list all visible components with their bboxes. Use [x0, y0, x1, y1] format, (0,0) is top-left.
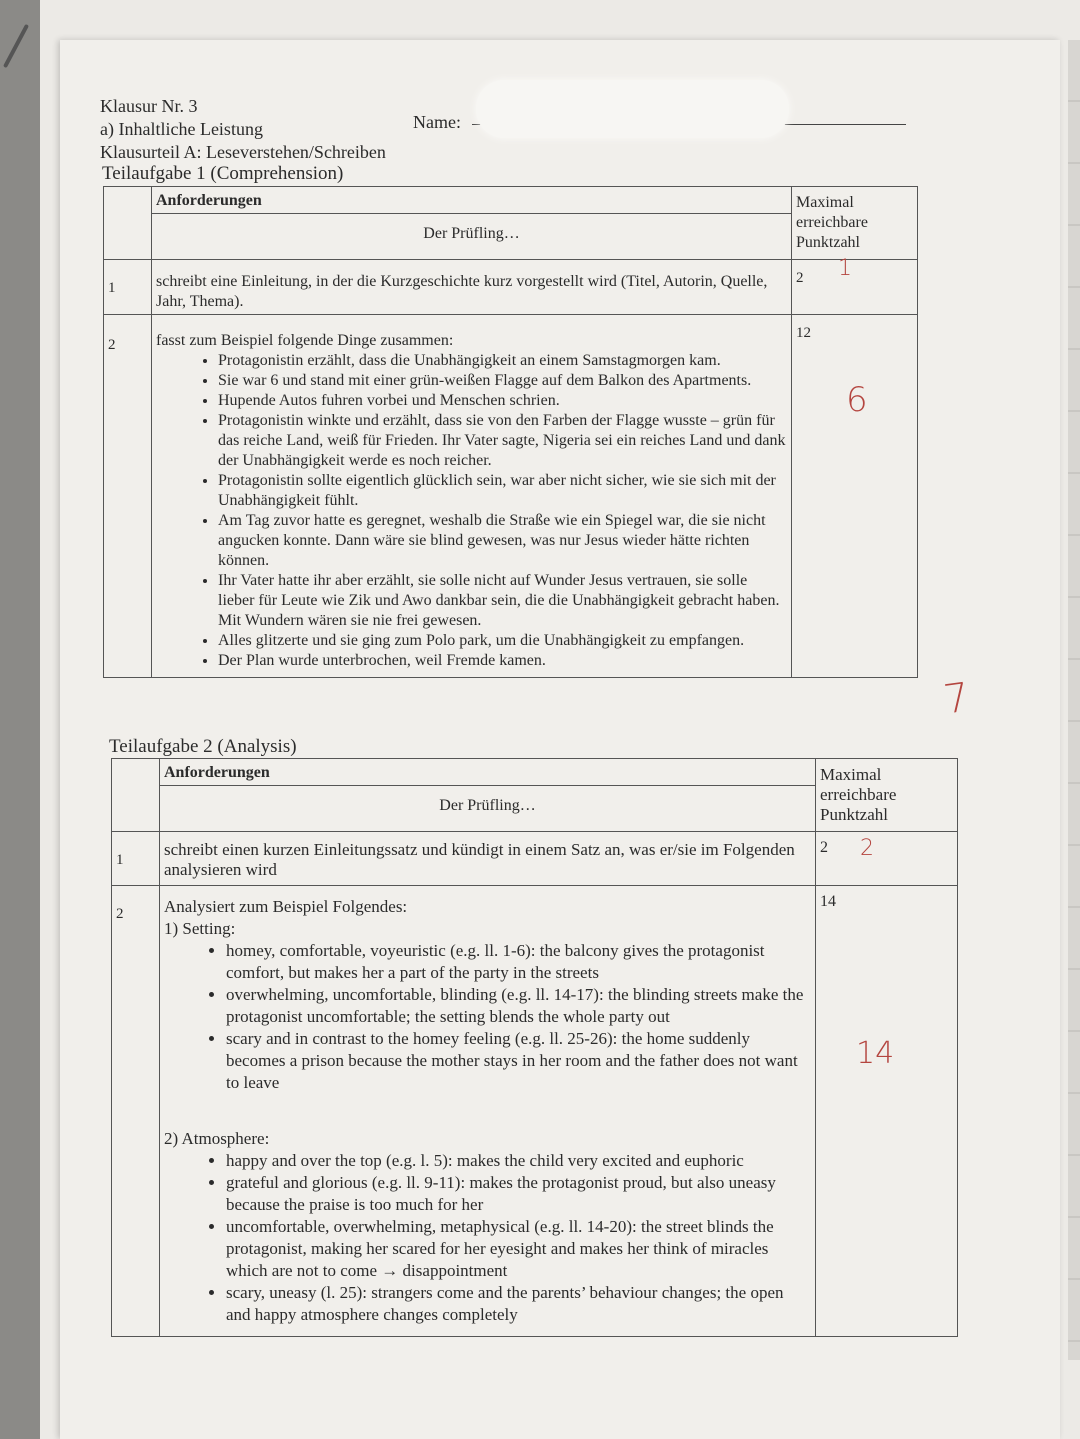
- stacked-page-edges: [1068, 40, 1080, 1360]
- table-row: [112, 886, 958, 1337]
- header-empty-cell: [104, 187, 152, 260]
- candidate-label: Der Prüfling…: [423, 225, 520, 242]
- candidate-label: Der Prüfling…: [439, 797, 536, 814]
- row-intro: Analysiert zum Beispiel Folgendes:: [164, 897, 408, 916]
- max-points-header: Maximal erreichbare Punktzahl: [816, 759, 958, 832]
- row-text: schreibt eine Einleitung, in der die Kurzgeschichte kurz vorgestellt wird (Titel, Autorin, Quelle, Jahr, Thema).: [152, 260, 792, 315]
- handwritten-score: 6: [846, 380, 868, 420]
- exam-number: Klausur Nr. 3: [100, 96, 198, 116]
- task1-table: [103, 186, 918, 678]
- list-item: • scary, uneasy (l. 25): strangers come and the parents’ behaviour changes; the open and happy atmosphere changes completely: [226, 1282, 811, 1326]
- list-item: • grateful and glorious (e.g. ll. 9-11): makes the protagonist proud, but also uneasy because the praise is too much for her: [226, 1172, 811, 1216]
- list-item: • Protagonistin winkte und erzählt, dass sie von den Farben der Flagge wusste – grün für das reiche Land, weiß für Frieden. Ihr Vater sagte, Nigeria sei ein reiches Land und dank der Unabhängigkeit werde es noch reicher.: [218, 411, 787, 471]
- requirements-label: Anforderungen: [152, 187, 791, 214]
- row-number: 1: [112, 832, 160, 886]
- atmosphere-label: 2) Atmosphere:: [164, 1129, 270, 1148]
- table-row: [112, 832, 958, 886]
- list-item: • Protagonistin erzählt, dass die Unabhängigkeit an einem Samstagmorgen kam.: [218, 351, 787, 371]
- task2-header-row: [112, 759, 958, 832]
- row-number: 2: [104, 315, 152, 678]
- setting-list: [164, 940, 811, 1094]
- requirements-header: [152, 187, 792, 260]
- task1-header-row: [104, 187, 918, 260]
- handwritten-score: 14: [856, 1036, 895, 1071]
- task2-title: Teilaufgabe 2 (Analysis): [109, 736, 297, 757]
- spacer: [164, 1094, 811, 1128]
- part-a-label: a) Inhaltliche Leistung: [100, 119, 263, 139]
- setting-label: 1) Setting:: [164, 919, 236, 938]
- list-item: • uncomfortable, overwhelming, metaphysical (e.g. ll. 14-20): the street blinds the protagonist, making her scared for her eyesight and makes her think of miracles which are not to come → disappointment: [226, 1216, 811, 1282]
- row-max-points: 2: [816, 832, 958, 886]
- list-item: • Hupende Autos fuhren vorbei und Menschen schrien.: [218, 391, 787, 411]
- list-item: • Ihr Vater hatte ihr aber erzählt, sie solle nicht auf Wunder Jesus vertrauen, sie solle lieber für Leute wie Zik und Awo dankbar sein, die die Unabhängigkeit gebracht haben. Mit Wundern wären sie nie frei gewesen.: [218, 571, 787, 631]
- requirements-header: [160, 759, 816, 832]
- list-item: • Alles glitzerte und sie ging zum Polo park, um die Unabhängigkeit zu empfangen.: [218, 631, 787, 651]
- header-empty-cell: [112, 759, 160, 832]
- pen-mark: [3, 24, 29, 68]
- list-item: • homey, comfortable, voyeuristic (e.g. ll. 1-6): the balcony gives the protagonist comfort, but makes her a part of the party in the streets: [226, 940, 811, 984]
- atmosphere-list: [164, 1150, 811, 1326]
- handwritten-score: 2: [860, 836, 874, 861]
- max-points-header: Maximal erreichbare Punktzahl: [792, 187, 918, 260]
- handwritten-score: 1: [838, 256, 852, 281]
- row-max-points: 14: [816, 886, 958, 1337]
- row-content: [152, 315, 792, 678]
- list-item: • Der Plan wurde unterbrochen, weil Fremde kamen.: [218, 651, 787, 671]
- table-row: [104, 260, 918, 315]
- list-item: • scary and in contrast to the homey feeling (e.g. ll. 25-26): the home suddenly becomes a prison because the mother stays in her room and the father does not want to leave: [226, 1028, 811, 1094]
- row-text: schreibt einen kurzen Einleitungssatz und kündigt in einem Satz an, was er/sie im Folgenden analysieren wird: [160, 832, 816, 886]
- redacted-name: [476, 80, 789, 138]
- row-content: [160, 886, 816, 1337]
- list-item: • overwhelming, uncomfortable, blinding (e.g. ll. 14-17): the blinding streets make the protagonist uncomfortable; the setting blends the whole party out: [226, 984, 811, 1028]
- row-max-points: 2: [792, 260, 918, 315]
- list-item: • happy and over the top (e.g. l. 5): makes the child very excited and euphoric: [226, 1150, 811, 1172]
- name-label: Name:: [413, 112, 461, 132]
- summary-list: [156, 351, 787, 671]
- handwritten-total-score: 7: [940, 674, 973, 724]
- row-number: 1: [104, 260, 152, 315]
- task2-table: [111, 758, 958, 1337]
- list-item: • Sie war 6 und stand mit einer grün-weißen Flagge auf dem Balkon des Apartments.: [218, 371, 787, 391]
- row-max-points: 12: [792, 315, 918, 678]
- list-item: • Protagonistin sollte eigentlich glücklich sein, war aber nicht sicher, wie sie sich mit der Unabhängigkeit fühlt.: [218, 471, 787, 511]
- exam-part-label: Klausurteil A: Leseverstehen/Schreiben: [100, 142, 386, 162]
- list-item: • Am Tag zuvor hatte es geregnet, weshalb die Straße wie ein Spiegel war, die sie nicht angucken konnte. Dann wäre sie blind gewesen, was nur Jesus wieder hätte richten können.: [218, 511, 787, 571]
- row-intro: fasst zum Beispiel folgende Dinge zusammen:: [156, 332, 454, 349]
- task1-title: Teilaufgabe 1 (Comprehension): [102, 163, 344, 184]
- requirements-label: Anforderungen: [160, 759, 815, 786]
- table-row: [104, 315, 918, 678]
- row-number: 2: [112, 886, 160, 1337]
